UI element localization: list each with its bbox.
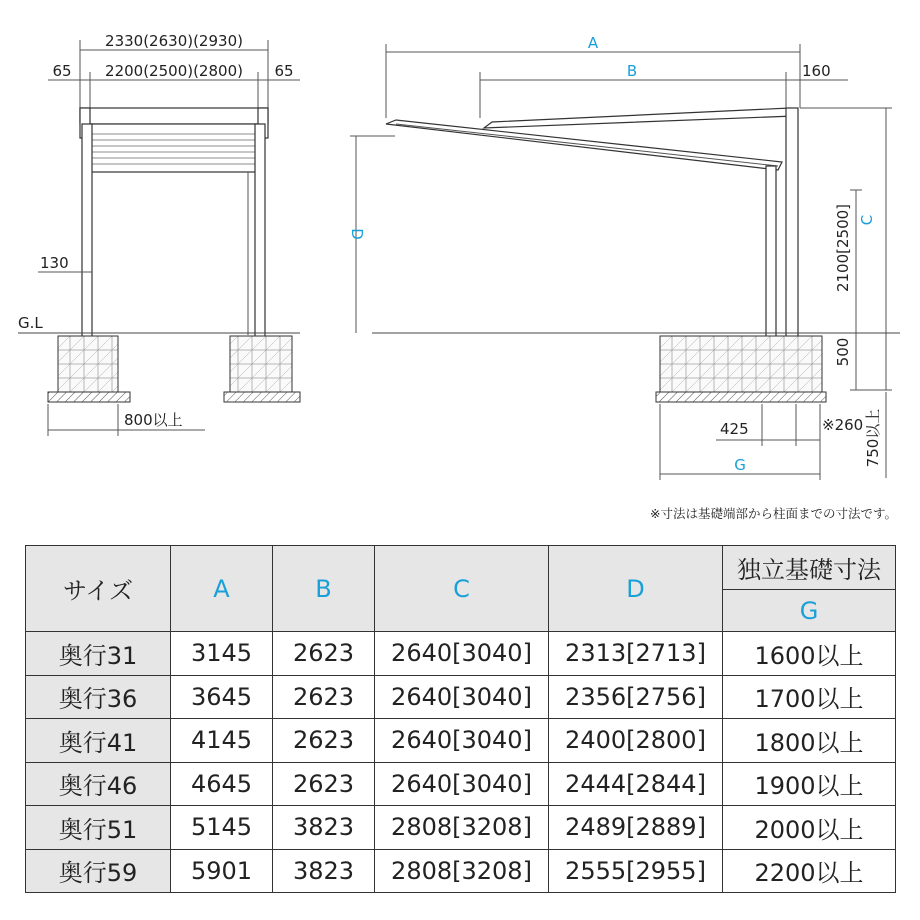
d-cell: 2489[2889] [549,806,723,850]
size-cell: 奥行31 [26,632,171,676]
table-row [26,675,896,719]
table-row [26,719,896,763]
header-d: D [549,546,723,632]
height-base-label: 500 [834,337,852,367]
b-cell: 2623 [273,762,375,806]
d-cell: 2555[2955] [549,849,723,893]
top-offset-label: 160 [802,62,831,80]
c-cell: 2640[3040] [375,675,549,719]
front-width-outer: 2330(2630)(2930) [105,32,243,50]
size-cell: 奥行59 [26,849,171,893]
header-g: G [723,590,896,632]
c-cell: 2640[3040] [375,719,549,763]
a-cell: 5145 [171,806,273,850]
dim-letter-a: A [587,34,599,52]
g-cell: 2000以上 [723,806,896,850]
a-cell: 4145 [171,719,273,763]
d-cell: 2356[2756] [549,675,723,719]
g-cell: 1700以上 [723,675,896,719]
front-side-right: 65 [274,62,294,80]
base-note-label: ※260 [822,416,864,434]
c-cell: 2808[3208] [375,806,549,850]
size-cell: 奥行36 [26,675,171,719]
header-a: A [171,546,273,632]
table-row [26,632,896,676]
b-cell: 2623 [273,632,375,676]
c-cell: 2808[3208] [375,849,549,893]
table-row [26,849,896,893]
dim-letter-c: C [858,214,876,226]
header-foundation: 独立基礎寸法 [723,546,896,590]
header-size: サイズ [26,546,171,632]
b-cell: 3823 [273,806,375,850]
g-cell: 1600以上 [723,632,896,676]
size-cell: 奥行41 [26,719,171,763]
a-cell: 3645 [171,675,273,719]
d-cell: 2444[2844] [549,762,723,806]
front-view [18,32,300,436]
front-side-left: 65 [52,62,72,80]
table-row [26,806,896,850]
a-cell: 5901 [171,849,273,893]
front-width-inner: 2200(2500)(2800) [105,62,243,80]
ground-level-label: G.L [18,314,43,332]
b-cell: 2623 [273,675,375,719]
base-offset-label: 425 [720,420,749,438]
front-height-label: 130 [40,254,69,272]
header-c: C [375,546,549,632]
header-b: B [273,546,375,632]
b-cell: 2623 [273,719,375,763]
side-view [348,34,900,480]
d-cell: 2313[2713] [549,632,723,676]
dim-letter-g: G [734,456,746,474]
dim-letter-b: B [626,62,638,80]
a-cell: 4645 [171,762,273,806]
size-spec-table [25,545,896,893]
g-cell: 1800以上 [723,719,896,763]
a-cell: 3145 [171,632,273,676]
depth-min-label: 750以上 [864,408,882,468]
c-cell: 2640[3040] [375,632,549,676]
dimension-note: ※寸法は基礎端部から柱面までの寸法です。 [650,506,897,521]
g-cell: 1900以上 [723,762,896,806]
b-cell: 3823 [273,849,375,893]
footing-gap-label: 800以上 [124,411,183,429]
height-main-label: 2100[2500] [834,203,852,293]
dim-letter-d: D [348,228,366,240]
size-cell: 奥行46 [26,762,171,806]
g-cell: 2200以上 [723,849,896,893]
c-cell: 2640[3040] [375,762,549,806]
table-row [26,762,896,806]
d-cell: 2400[2800] [549,719,723,763]
size-cell: 奥行51 [26,806,171,850]
